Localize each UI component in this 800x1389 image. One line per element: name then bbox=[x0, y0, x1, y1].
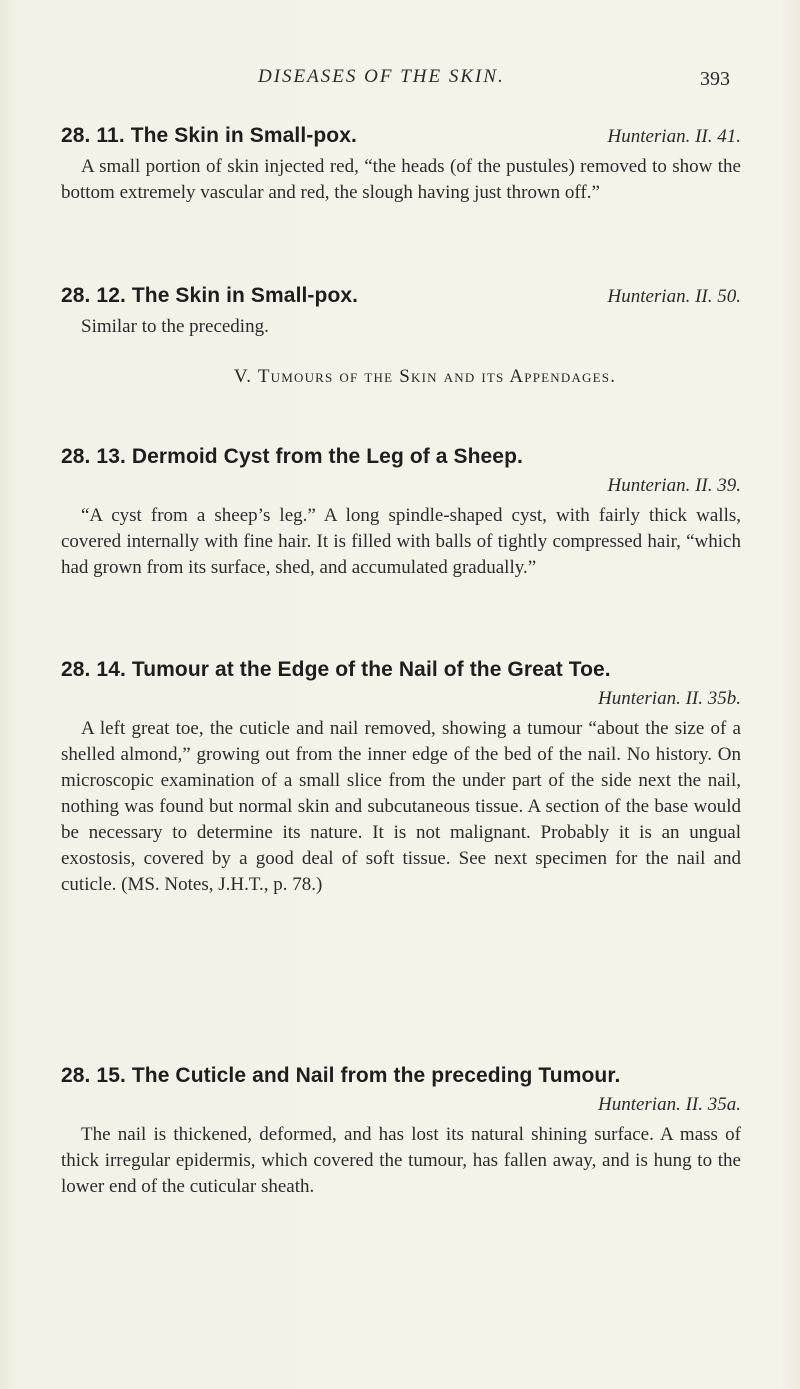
entry-name: Tumour at the Edge of the Nail of the Great Toe. bbox=[131, 658, 611, 681]
entry-name: Dermoid Cyst from the Leg of a Sheep. bbox=[131, 445, 523, 468]
specimen-entry bbox=[61, 124, 741, 206]
entry-reference: Hunterian. II. 35b. bbox=[597, 688, 741, 709]
entry-name: The Skin in Small-pox. bbox=[131, 284, 359, 307]
specimen-entry bbox=[61, 284, 741, 340]
entry-number: 28. 14. bbox=[61, 658, 126, 681]
entry-title bbox=[61, 284, 358, 308]
entry-reference: Hunterian. II. 39. bbox=[607, 475, 741, 496]
entry-heading bbox=[61, 1064, 741, 1122]
entry-reference: Hunterian. II. 50. bbox=[607, 286, 741, 307]
section-heading bbox=[0, 366, 800, 388]
entry-number: 28. 11. bbox=[61, 124, 125, 147]
entry-heading bbox=[61, 658, 741, 716]
entry-number: 28. 12. bbox=[61, 284, 126, 307]
entry-title bbox=[61, 1064, 620, 1088]
entry-heading bbox=[61, 124, 741, 154]
entry-description: A small portion of skin injected red, “the heads (of the pustules) removed to show the bottom extremely vascular and red, the slough having just thrown off.” bbox=[61, 156, 741, 203]
running-head bbox=[0, 66, 800, 96]
specimen-entry bbox=[61, 658, 741, 898]
entry-description: “A cyst from a sheep’s leg.” A long spindle-shaped cyst, with fairly thick walls, covered internally with fine hair. It is filled with balls of tightly compressed hair, “which had grown from its surface, shed, and accumulated gradually.” bbox=[61, 505, 741, 578]
page-number: 393 bbox=[700, 68, 730, 90]
entry-title bbox=[61, 658, 611, 682]
section-heading-text: V. Tumours of the Skin and its Appendages. bbox=[233, 366, 617, 387]
entry-heading bbox=[61, 284, 741, 314]
entry-heading bbox=[61, 445, 741, 503]
entry-description: A left great toe, the cuticle and nail removed, showing a tumour “about the size of a shelled almond,” growing out from the inner edge of the bed of the nail. No history. On microscopic examination of a small slice from the under part of the side next the nail, nothing was found but normal skin and subcutaneous tissue. A section of the base would be necessary to determine its nature. It is not malignant. Probably it is an ungual exostosis, covered by a good deal of soft tissue. See next specimen for the nail and cuticle. (MS. Notes, J.H.T., p. 78.) bbox=[61, 718, 741, 895]
entry-description: The nail is thickened, deformed, and has lost its natural shining surface. A mass of thick irregular epidermis, which covered the tumour, has fallen away, and is hung to the lower end of the cuticular sheath. bbox=[61, 1124, 741, 1197]
entry-number: 28. 15. bbox=[61, 1064, 126, 1087]
entry-number: 28. 13. bbox=[61, 445, 126, 468]
entry-title bbox=[61, 124, 357, 148]
entry-reference: Hunterian. II. 35a. bbox=[597, 1094, 741, 1115]
running-title: DISEASES OF THE SKIN. bbox=[258, 66, 505, 87]
entry-name: The Skin in Small-pox. bbox=[130, 124, 357, 147]
entry-description: Similar to the preceding. bbox=[81, 316, 269, 337]
entry-title bbox=[61, 445, 523, 469]
entry-name: The Cuticle and Nail from the preceding Tumour. bbox=[131, 1064, 621, 1087]
entry-reference: Hunterian. II. 41. bbox=[607, 126, 741, 147]
specimen-entry bbox=[61, 445, 741, 581]
specimen-entry bbox=[61, 1064, 741, 1200]
